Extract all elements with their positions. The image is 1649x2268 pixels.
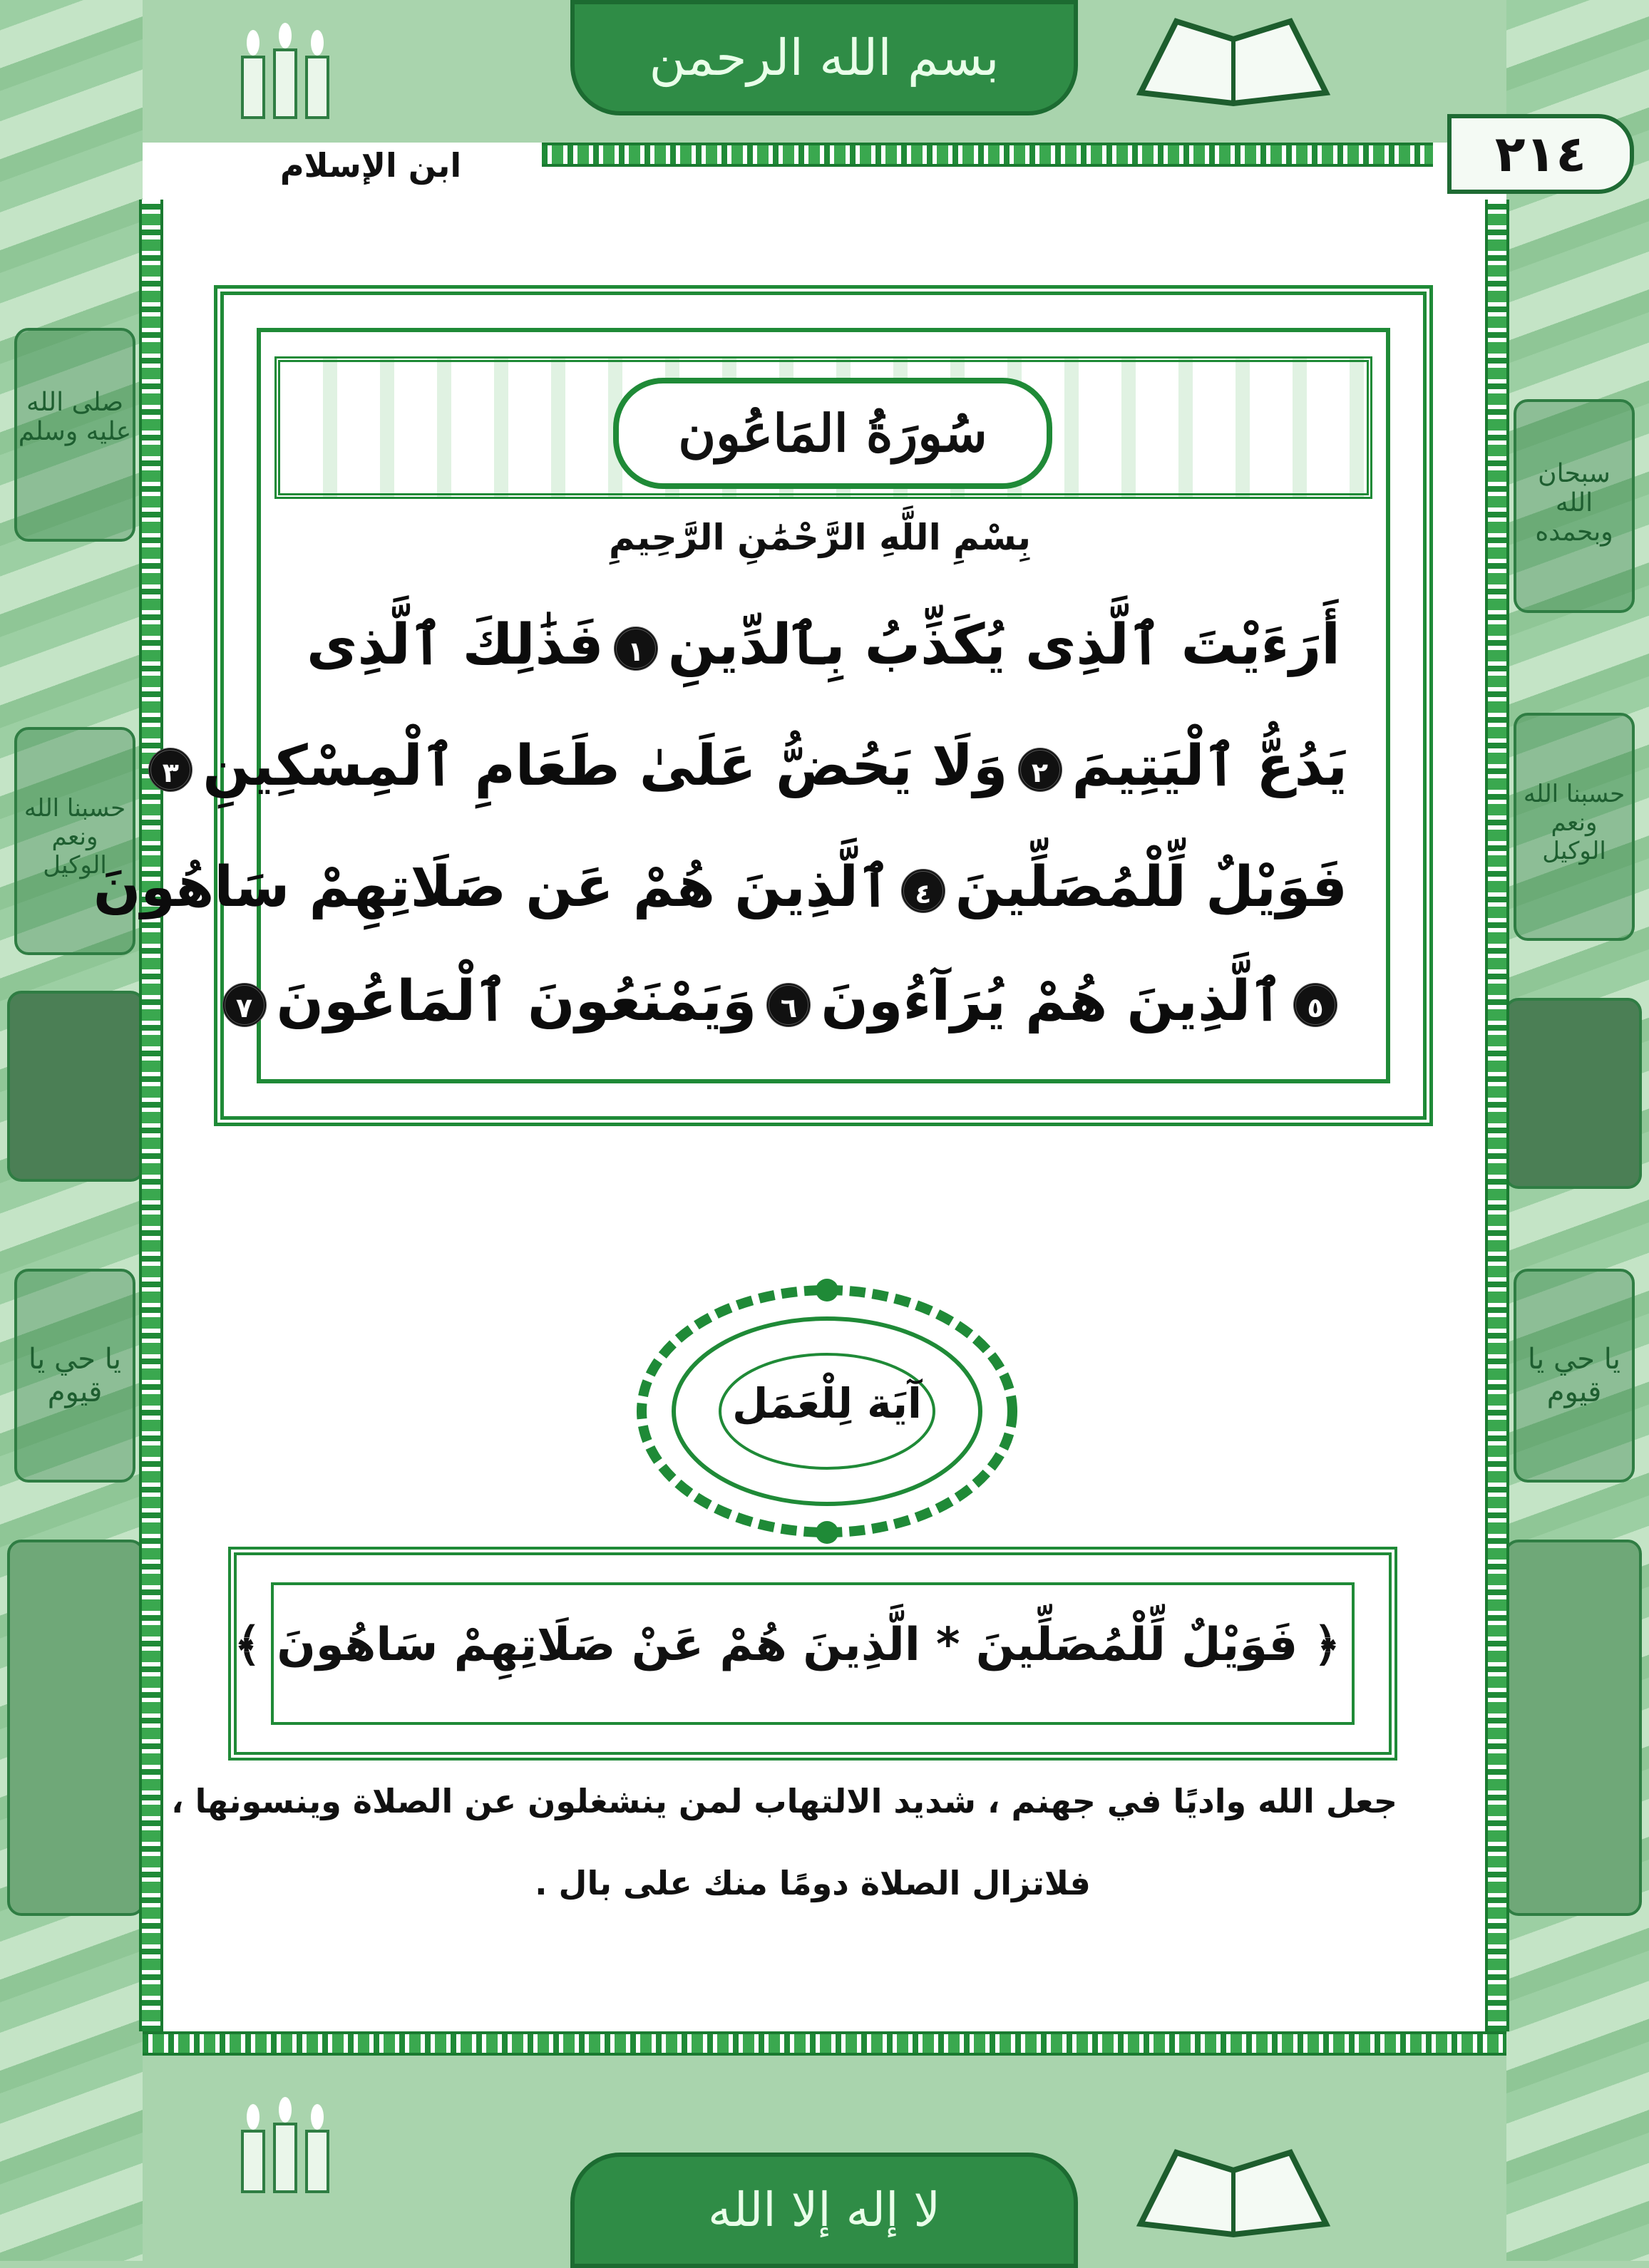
verse-line-4: ٥ٱلَّذِينَ هُمْ يُرَآءُونَ٦وَيَمْنَعُونَ ٱلْمَاعُونَ٧: [299, 969, 1347, 1034]
ayah-marker-6: ٦: [766, 983, 811, 1027]
left-calligraphy-panel-top: صلى الله عليه وسلم: [14, 328, 135, 542]
left-calligraphy-panel-mid: حسبنا الله ونعم الوكيل: [14, 727, 135, 955]
ayah-marker-3: ٣: [148, 748, 192, 792]
kaaba-image-left: [7, 991, 145, 1182]
frame-left-border: [139, 200, 163, 2031]
commentary-line-1: جعل الله واديًا في جهنم ، شديد الالتهاب لمن ينشغلون عن الصلاة وينسونها ،: [171, 1782, 1397, 1820]
right-calligraphy-panel-mid: حسبنا الله ونعم الوكيل: [1514, 713, 1635, 941]
surah-title: سُورَةُ المَاعُون: [613, 378, 1052, 489]
candles-icon-bottom: [228, 2081, 342, 2195]
top-basmala-cartouche: بسم الله الرحمن: [570, 0, 1078, 115]
kaaba-image-right: [1504, 998, 1642, 1189]
ayah-marker-4: ٤: [901, 869, 945, 913]
open-book-icon-bottom: [1134, 2138, 1333, 2245]
verse-line-3: فَوَيْلٌ لِّلْمُصَلِّينَ٤ٱلَّذِينَ هُمْ عَن صَلَاتِهِمْ سَاهُونَ: [93, 855, 1347, 919]
mosque-image-right: [1504, 1540, 1642, 1916]
right-calligraphy-panel-low: يا حي يا قيوم: [1514, 1269, 1635, 1483]
ayah-marker-7: ٧: [222, 983, 267, 1027]
highlighted-verse: ﴿ فَوَيْلٌ لِّلْمُصَلِّينَ * الَّذِينَ هُمْ عَنْ صَلَاتِهِمْ سَاهُونَ ﴾: [234, 1619, 1340, 1671]
open-book-icon-top: [1134, 7, 1333, 114]
medallion-title: آيَة لِلْعَمَل: [732, 1379, 922, 1428]
left-calligraphy-panel-low: يا حي يا قيوم: [14, 1269, 135, 1483]
frame-bottom-border: [143, 2031, 1506, 2056]
candles-icon-top: [228, 14, 342, 121]
verse-line-2: يَدُعُّ ٱلْيَتِيمَ٢وَلَا يَحُضُّ عَلَىٰ طَعَامِ ٱلْمِسْكِينِ٣: [299, 734, 1347, 798]
ayah-marker-2: ٢: [1018, 748, 1062, 792]
frame-right-border: [1485, 200, 1509, 2031]
commentary-line-2: فلاتزال الصلاة دومًا منك على بال .: [535, 1864, 1091, 1902]
frame-top-right-border: [542, 143, 1433, 167]
right-calligraphy-panel-top: سبحان الله وبحمده: [1514, 399, 1635, 613]
ayah-marker-1: ١: [614, 627, 658, 671]
verse-line-1: أَرَءَيْتَ ٱلَّذِى يُكَذِّبُ بِٱلدِّينِ١فَذَٰلِكَ ٱلَّذِى: [306, 613, 1341, 677]
ayah-marker-5: ٥: [1293, 983, 1337, 1027]
surah-basmala: بِسْمِ اللَّهِ الرَّحْمَٰنِ الرَّحِيمِ: [609, 517, 1031, 558]
mosque-image-left: [7, 1540, 145, 1916]
bottom-shahada-cartouche: لا إله إلا الله: [570, 2153, 1078, 2268]
page-number: ٢١٤: [1447, 114, 1634, 194]
book-author-label: ابن الإسلام: [279, 146, 462, 185]
